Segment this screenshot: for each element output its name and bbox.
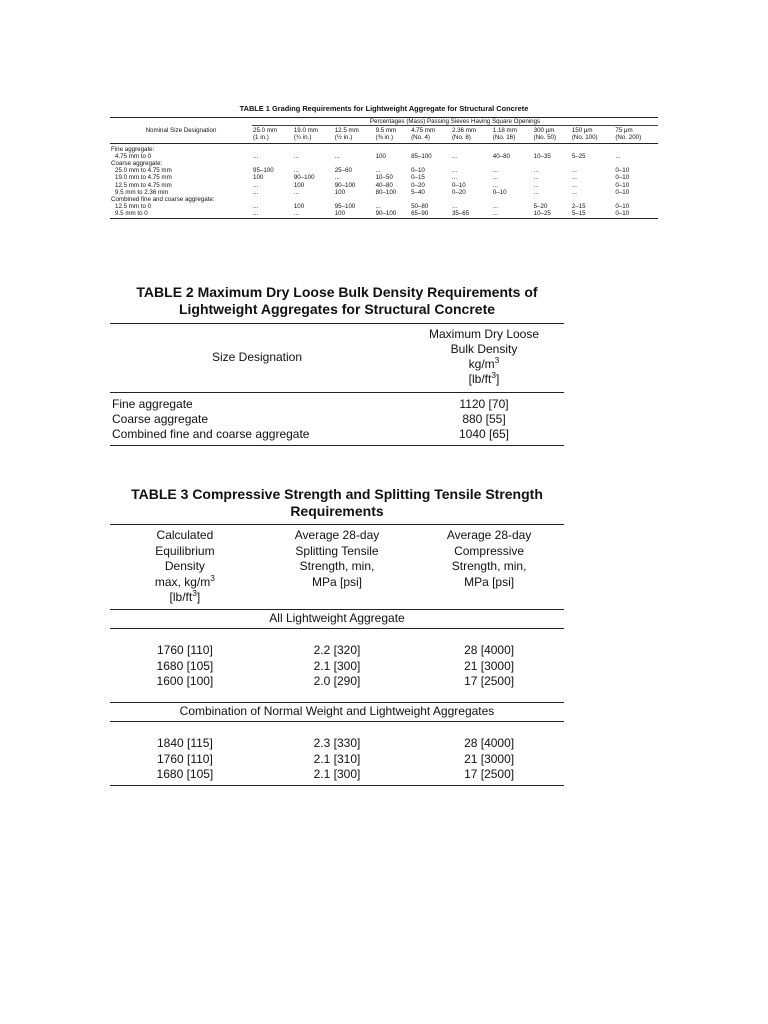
header-line: MPa [psi]	[311, 574, 362, 589]
unit-close: ]	[196, 590, 201, 604]
table-3-title	[110, 486, 564, 520]
header-line: Average 28-day	[294, 528, 380, 542]
equilibrium-density: 1840 [115]	[156, 736, 213, 750]
percent-passing: 0–10	[615, 174, 630, 182]
percent-passing: ...	[492, 167, 498, 175]
size-designation: 12.5 mm to 0	[115, 203, 152, 211]
percent-passing: ...	[451, 152, 458, 160]
unit-exp: 3	[192, 588, 197, 598]
section-label: Combination of Normal Weight and Lightweight Aggregates	[110, 702, 564, 722]
percent-passing: ...	[533, 167, 539, 175]
sieve-header	[293, 126, 334, 143]
table-row	[110, 189, 658, 196]
table-1-title: TABLE 1 Grading Requirements for Lightweight Aggregate for Structural Concrete	[239, 104, 529, 113]
sieve-header	[410, 126, 451, 143]
percent-passing: ...	[252, 210, 293, 218]
table-3-col1-header	[110, 525, 260, 610]
percent-passing: 5–15	[571, 210, 615, 218]
percent-passing: 2–15	[571, 203, 586, 211]
group-label: Coarse aggregate:	[111, 160, 163, 168]
percent-passing: 0–10	[614, 210, 658, 218]
table-row	[110, 203, 658, 210]
table-row	[110, 674, 564, 690]
sieve-size: 300 µm	[533, 127, 555, 135]
table-1	[110, 104, 658, 219]
sieve-header	[451, 126, 492, 143]
percent-passing: ...	[293, 167, 300, 175]
table-2	[110, 284, 564, 446]
percent-passing: ...	[451, 167, 458, 175]
splitting-tensile-strength: 2.3 [330]	[313, 736, 361, 750]
compressive-strength: 28 [4000]	[464, 736, 515, 750]
percent-passing: 0–10	[492, 188, 507, 196]
equilibrium-density: 1680 [105]	[156, 658, 214, 673]
percent-passing: 5–40	[411, 188, 425, 196]
table-3-header-row	[110, 525, 564, 610]
table-row	[110, 427, 564, 446]
spacer-row	[110, 690, 564, 703]
table-2-col2-header-line: Bulk Density	[450, 342, 518, 356]
percent-passing: ...	[571, 188, 577, 196]
size-designation: 9.5 mm to 2.36 mm	[115, 188, 169, 196]
table-row	[110, 412, 564, 427]
sieve-alt: (No. 100)	[571, 134, 598, 142]
table-2-title-line-1: TABLE 2 Maximum Dry Loose Bulk Density Requirements of	[136, 284, 538, 300]
equilibrium-density: 1680 [105]	[110, 767, 260, 785]
header-alt-unit	[112, 590, 258, 606]
size-designation: 19.0 mm to 4.75 mm	[115, 174, 172, 182]
size-designation: 4.75 mm to 0	[115, 152, 152, 160]
section-label: All Lightweight Aggregate	[110, 609, 564, 629]
percent-passing: 90–100	[334, 181, 356, 189]
header-line: Strength, min,	[299, 559, 375, 573]
sieve-size: 25.0 mm	[253, 127, 278, 135]
percent-passing: 100	[293, 181, 305, 189]
percent-passing: ...	[375, 167, 381, 175]
percent-passing: ...	[533, 188, 539, 196]
compressive-strength: 17 [2500]	[414, 767, 564, 785]
table-2-title	[110, 284, 564, 318]
bulk-density: 1040 [65]	[404, 427, 564, 446]
table-3-title-line-1: TABLE 3 Compressive Strength and Splitting Tensile Strength	[131, 486, 543, 502]
table-row	[110, 659, 564, 675]
unit-base: [lb/ft	[169, 590, 193, 604]
table-row	[110, 752, 564, 768]
percent-passing: ...	[451, 203, 458, 211]
table-2-col2-unit	[406, 357, 562, 372]
header-line: Density	[164, 559, 205, 573]
table-3-col2-header	[260, 525, 414, 610]
header-line: Average 28-day	[446, 528, 532, 542]
table-2-title-line-2: Lightweight Aggregates for Structural Concrete	[178, 301, 496, 317]
section-row	[110, 702, 564, 722]
percent-passing: ...	[492, 210, 533, 218]
percent-passing: 10–25	[533, 210, 571, 218]
sieve-alt: (½ in.)	[334, 134, 353, 142]
percent-passing: ...	[571, 181, 577, 189]
equilibrium-density: 1600 [100]	[156, 674, 214, 688]
splitting-tensile-strength: 2.1 [300]	[260, 767, 414, 785]
percent-passing-header: Percentages (Mass) Passing Sieves Having Square Openings	[252, 118, 658, 126]
percent-passing: 0–20	[451, 188, 466, 196]
percent-passing: 0–15	[411, 174, 425, 182]
spacer	[110, 690, 564, 703]
sieve-size: 19.0 mm	[293, 127, 318, 135]
bulk-density: 880 [55]	[462, 412, 506, 426]
table-row	[110, 643, 564, 659]
splitting-tensile-strength: 2.0 [290]	[313, 674, 361, 688]
equilibrium-density: 1760 [110]	[156, 751, 213, 766]
group-label: Fine aggregate:	[111, 145, 155, 153]
percent-passing: 50–80	[411, 203, 429, 211]
percent-passing: ...	[253, 188, 259, 196]
table-3-col3-header	[414, 525, 564, 610]
percent-passing: 0–10	[451, 181, 466, 189]
percent-passing: 35–65	[451, 210, 492, 218]
sieve-alt: (⅜ in.)	[375, 134, 394, 142]
sieve-alt: (¾ in.)	[293, 134, 312, 142]
compressive-strength: 21 [3000]	[464, 751, 515, 766]
sieve-alt: (No. 200)	[615, 134, 642, 142]
spacer-row	[110, 629, 564, 644]
header-line: Splitting Tensile	[295, 543, 379, 558]
size-designation: 9.5 mm to 0	[110, 210, 252, 218]
percent-passing: ...	[253, 181, 259, 189]
percent-passing: 80–100	[375, 188, 397, 196]
table-row	[110, 174, 658, 181]
bulk-density: 1120 [70]	[459, 397, 509, 411]
percent-passing: 95–100	[334, 203, 356, 211]
percent-passing: 100	[375, 152, 386, 160]
sieve-size: 150 µm	[571, 127, 593, 135]
table-3-grid	[110, 524, 564, 786]
sieve-header	[375, 126, 411, 143]
table-1-grid	[110, 117, 658, 219]
table-2-header-row	[110, 324, 564, 393]
percent-passing: 0–10	[615, 167, 630, 175]
percent-passing: 95–100	[253, 167, 274, 175]
percent-passing: ...	[533, 174, 539, 182]
unit-exp: 3	[210, 572, 215, 583]
header-line: Equilibrium	[155, 543, 215, 558]
percent-passing: ...	[334, 174, 340, 182]
percent-passing: ...	[253, 203, 259, 211]
sieve-alt: (No. 4)	[411, 134, 430, 142]
header-unit	[112, 572, 258, 591]
percent-passing: ...	[293, 188, 300, 196]
sieve-size: 1.18 mm	[492, 127, 517, 135]
percent-passing: 10–35	[533, 152, 551, 160]
sieve-header	[252, 126, 293, 143]
percent-passing: ...	[334, 152, 340, 160]
size-designation: Coarse aggregate	[112, 412, 209, 426]
sieve-header	[614, 126, 658, 143]
unit-base: [lb/ft	[468, 372, 492, 386]
compressive-strength: 17 [2500]	[464, 674, 515, 688]
table-row	[110, 153, 658, 160]
table-2-grid	[110, 323, 564, 446]
percent-passing: ...	[293, 152, 300, 160]
percent-passing: 0–10	[615, 203, 630, 211]
sieve-size: 2.36 mm	[451, 127, 477, 135]
table-2-col1-header: Size Designation	[110, 324, 404, 393]
sieve-alt: (1 in.)	[253, 134, 269, 142]
table-2-col2-header	[404, 324, 564, 393]
sieve-size: 9.5 mm	[375, 127, 397, 135]
unit-base: max, kg/m	[154, 574, 211, 589]
percent-passing: 5–25	[571, 152, 586, 160]
percent-passing: 25–60	[334, 167, 352, 175]
table-row	[110, 736, 564, 752]
percent-passing: ...	[253, 152, 259, 160]
percent-passing: ...	[533, 181, 539, 189]
group-row	[110, 160, 658, 167]
percent-passing: 5–20	[533, 203, 548, 211]
percent-passing: 100	[293, 203, 305, 211]
unit-base: kg/m	[468, 357, 495, 371]
sieve-header	[334, 126, 375, 143]
sieve-size: 75 µm	[615, 127, 633, 135]
percent-passing: ...	[492, 181, 498, 189]
percent-passing: 40–80	[375, 181, 393, 189]
sieve-header	[492, 126, 533, 143]
unit-exp: 3	[494, 355, 500, 365]
sieve-alt: (No. 8)	[451, 134, 471, 142]
percent-passing: 100	[334, 210, 375, 218]
table-row	[110, 182, 658, 189]
splitting-tensile-strength: 2.1 [310]	[313, 751, 361, 766]
percent-passing: ...	[492, 203, 498, 211]
percent-passing: 0–20	[411, 181, 425, 189]
unit-close: ]	[496, 372, 500, 386]
table-row	[110, 210, 658, 218]
sieve-size: 4.75 mm	[411, 127, 436, 135]
table-3	[110, 486, 564, 786]
sieve-size: 12.5 mm	[334, 127, 359, 135]
header-line: MPa [psi]	[464, 574, 515, 589]
equilibrium-density: 1760 [110]	[156, 643, 213, 657]
sieve-header	[533, 126, 571, 143]
splitting-tensile-strength: 2.1 [300]	[313, 658, 361, 673]
percent-passing: 85–100	[411, 152, 432, 160]
spacer	[110, 629, 564, 644]
table-3-title-line-2: Requirements	[290, 503, 384, 519]
splitting-tensile-strength: 2.2 [320]	[313, 643, 361, 657]
spacer-row	[110, 722, 564, 737]
size-designation: Fine aggregate	[112, 397, 193, 411]
percent-passing: ...	[293, 210, 334, 218]
size-designation: 25.0 mm to 4.75 mm	[115, 167, 172, 175]
percent-passing: 90–100	[375, 210, 411, 218]
section-row	[110, 609, 564, 629]
sieve-header	[571, 126, 615, 143]
header-line: Compressive	[454, 543, 525, 558]
percent-passing: 65–90	[410, 210, 451, 218]
percent-passing: 0–10	[615, 181, 630, 189]
group-label: Combined fine and coarse aggregate:	[111, 196, 215, 204]
percent-passing: ...	[571, 167, 577, 175]
sieve-alt: (No. 50)	[533, 134, 557, 142]
compressive-strength: 28 [4000]	[464, 643, 515, 657]
percent-passing: 0–10	[615, 188, 630, 196]
group-row	[110, 196, 658, 203]
percent-passing: 40–80	[492, 152, 511, 160]
percent-passing: 100	[253, 174, 264, 182]
group-row	[110, 146, 658, 153]
percent-passing: 0–10	[411, 167, 425, 175]
compressive-strength: 21 [3000]	[464, 658, 515, 673]
table-row	[110, 393, 564, 413]
percent-passing: ...	[451, 174, 458, 182]
percent-passing: 100	[334, 188, 346, 196]
percent-passing: ...	[571, 174, 577, 182]
table-2-col2-alt-unit	[406, 372, 562, 387]
unit-exp: 3	[491, 370, 496, 380]
percent-passing: ...	[492, 174, 498, 182]
percent-passing: 10–50	[375, 174, 393, 182]
table-2-col2-header-line: Maximum Dry Loose	[428, 327, 540, 341]
header-line: Strength, min,	[451, 559, 527, 573]
table-row	[110, 767, 564, 785]
spacer	[110, 722, 564, 737]
size-designation: 12.5 mm to 4.75 mm	[115, 181, 172, 189]
size-designation: Combined fine and coarse aggregate	[110, 427, 404, 446]
header-line: Calculated	[156, 528, 214, 542]
sieve-alt: (No. 16)	[492, 134, 516, 142]
nominal-size-header: Nominal Size Designation	[110, 118, 252, 144]
percent-passing: ...	[615, 152, 621, 160]
table-row	[110, 167, 658, 174]
percent-passing: ...	[375, 203, 381, 211]
percent-passing: 90–100	[293, 174, 315, 182]
table-1-header-row	[110, 118, 658, 126]
